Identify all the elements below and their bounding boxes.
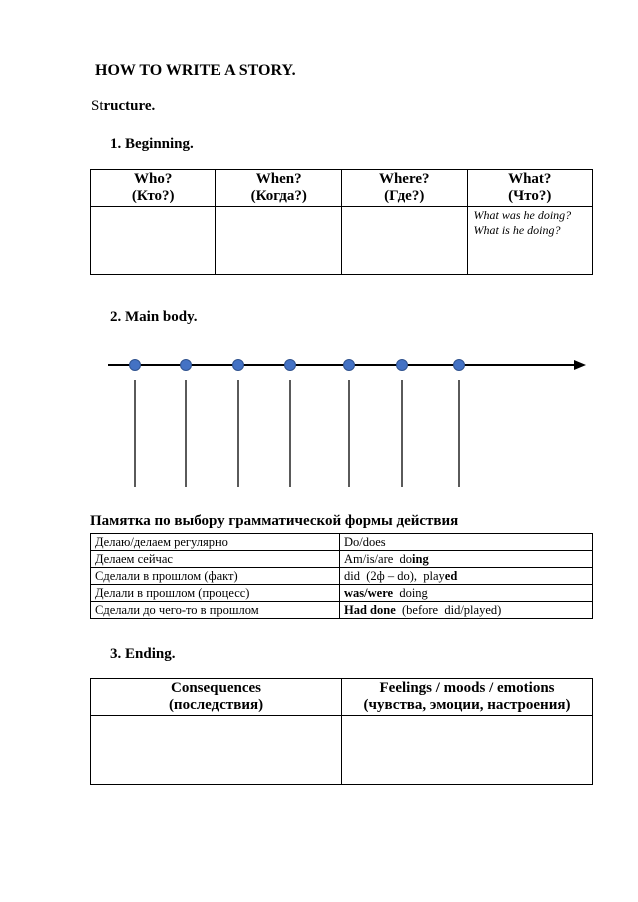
- memo-row: [91, 585, 593, 602]
- memo-en-segment: doing: [393, 586, 428, 600]
- cell-who[interactable]: [91, 207, 216, 275]
- beginning-table: [90, 169, 593, 275]
- structure-heading: [91, 98, 155, 115]
- memo-row: [91, 534, 593, 551]
- memo-ru-cell: Делаем сейчас: [91, 551, 340, 568]
- col-what: What? (Что?): [467, 170, 593, 207]
- timeline-point: [454, 360, 465, 371]
- memo-en-segment: Do/does: [344, 535, 386, 549]
- col-when: When? (Когда?): [216, 170, 342, 207]
- cell-when[interactable]: [216, 207, 342, 275]
- memo-en-cell: [340, 602, 593, 619]
- structure-prefix: St: [91, 98, 104, 114]
- timeline-diagram: [0, 350, 638, 500]
- col-where: Where? (Где?): [342, 170, 468, 207]
- memo-en-cell: [340, 585, 593, 602]
- memo-row: [91, 551, 593, 568]
- timeline-point: [285, 360, 296, 371]
- timeline-arrowhead: [574, 360, 586, 370]
- cell-what[interactable]: [467, 207, 593, 275]
- memo-en-segment: Am/is/are do: [344, 552, 413, 566]
- memo-en-cell: [340, 551, 593, 568]
- memo-title: Памятка по выбору грамматической формы действия: [90, 513, 459, 529]
- cell-where[interactable]: [342, 207, 468, 275]
- section-ending-heading: 3. Ending.: [110, 646, 176, 662]
- page-title: HOW TO WRITE A STORY.: [95, 62, 296, 79]
- memo-en-segment: was/were: [344, 586, 394, 600]
- grammar-memo-table: [90, 533, 593, 619]
- what-note-1: What was he doing?: [473, 208, 572, 222]
- memo-en-segment: did (2ф – do), play: [344, 569, 445, 583]
- timeline-point: [397, 360, 408, 371]
- memo-row: [91, 568, 593, 585]
- what-note-2: What is he doing?: [473, 223, 561, 237]
- cell-feelings[interactable]: [342, 716, 593, 785]
- memo-en-segment: ing: [412, 552, 429, 566]
- timeline-point: [344, 360, 355, 371]
- memo-row: [91, 602, 593, 619]
- timeline-point: [233, 360, 244, 371]
- col-who: Who? (Кто?): [91, 170, 216, 207]
- timeline-point: [130, 360, 141, 371]
- memo-en-segment: (before did/played): [395, 603, 502, 617]
- col-feelings: Feelings / moods / emotions (чувства, эмоции, настроения): [342, 679, 593, 716]
- structure-rest: ructure.: [103, 98, 156, 114]
- col-consequences: Consequences (последствия): [91, 679, 342, 716]
- timeline-point: [181, 360, 192, 371]
- ending-table: [90, 678, 593, 785]
- section-beginning-heading: 1. Beginning.: [110, 136, 194, 152]
- memo-en-segment: Had done: [344, 603, 396, 617]
- memo-ru-cell: Сделали до чего-то в прошлом: [91, 602, 340, 619]
- memo-en-cell: [340, 568, 593, 585]
- memo-en-cell: [340, 534, 593, 551]
- memo-ru-cell: Делали в прошлом (процесс): [91, 585, 340, 602]
- memo-en-segment: ed: [444, 569, 458, 583]
- section-main-body-heading: 2. Main body.: [110, 309, 198, 325]
- memo-ru-cell: Делаю/делаем регулярно: [91, 534, 340, 551]
- cell-consequences[interactable]: [91, 716, 342, 785]
- memo-ru-cell: Сделали в прошлом (факт): [91, 568, 340, 585]
